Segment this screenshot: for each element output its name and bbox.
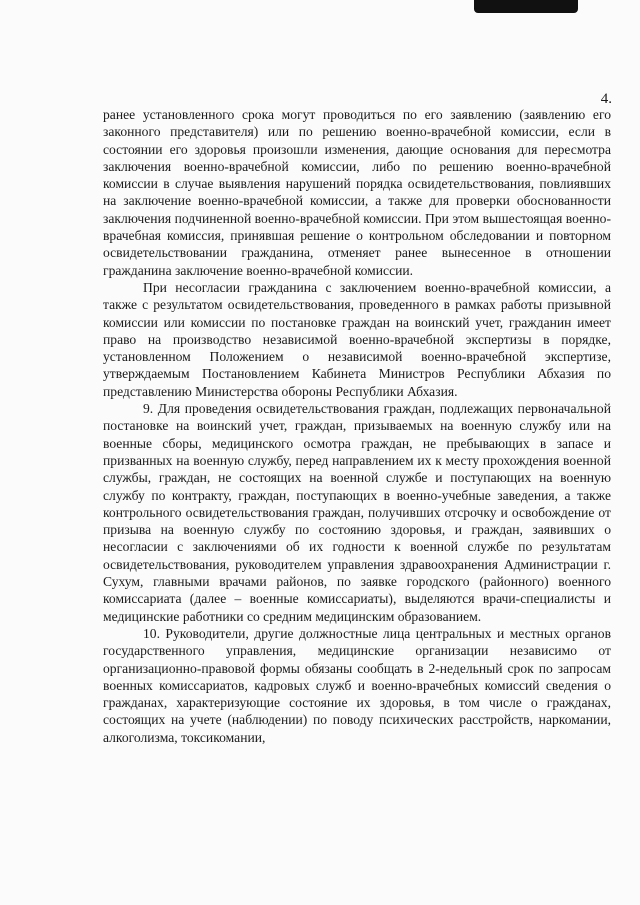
paragraph-item-9: 9. Для проведения освидетельствования граждан, подлежащих первоначальной постановке на воинский учет, граждан, призываемых на военную службу или на военные сборы, медицинского осмотра граждан, не пребывающих в запасе и призванных на военную службу, перед направлением их к месту прохождения военной службы, граждан, не состоящих на военной службе и поступающих на военную службу по контракту, граждан, поступающих в военно-учебные заведения, а также контрольного освидетельствования граждан, получивших отсрочку и освобождение от призыва на военную службу по состоянию здоровья, и граждан, заявивших о несогласии с заключениями об их годности к военной службе по результатам освидетельствования, руководителем управления здравоохранения Администрации г. Сухум, главными врачами районов, по заявке городского (районного) военного комиссариата (далее – военные комиссариаты), выделяются врачи-специалисты и медицинские работники со средним медицинским образованием. [103,401,611,624]
paragraph-disagreement: При несогласии гражданина с заключением военно-врачебной комиссии, а также с результатом освидетельствования, проведенного в рамках работы призывной комиссии или комиссии по постановке граждан на воинский учет, гражданин имеет право на производство независимой военно-врачебной экспертизы в порядке, установленном Положением о независимой военно-врачебной экспертизе, утверждаемым Постановлением Кабинета Министров Республики Абхазия по представлению Министерства обороны Республики Абхазия. [103,279,611,399]
scan-redaction-mark [474,0,578,13]
page-number: 4. [600,91,612,107]
paragraph-continuation: ранее установленного срока могут проводиться по его заявлению (заявлению его законного представителя) или по решению военно-врачебной комиссии, если в состоянии его здоровья произошли изменения, дающие основания для пересмотра заключения военно-врачебной комиссии, либо по решению военно-врачебной комиссии в случае выявления нарушений порядка освидетельствования, повлиявших на заключение военно-врачебной комиссии, а также для проверки обоснованности заключения подчиненной военно-врачебной комиссии. При этом вышестоящая военно-врачебная комиссия, принявшая решение о контрольном обследовании и повторном освидетельствовании гражданина, отменяет ранее вынесенное в отношении гражданина заключение военно-врачебной комиссии. [103,107,611,278]
document-body [103,106,611,746]
paragraph-item-10: 10. Руководители, другие должностные лица центральных и местных органов государственного управления, медицинские организации независимо от организационно-правовой формы обязаны сообщать в 2-недельный срок по запросам военных комиссариатов, кадровых служб и военно-врачебных комиссий сведения о гражданах, характеризующие состояние их здоровья, в том числе о гражданах, состоящих на учете (наблюдении) по поводу психических расстройств, наркомании, алкоголизма, токсикомании, [103,625,611,745]
